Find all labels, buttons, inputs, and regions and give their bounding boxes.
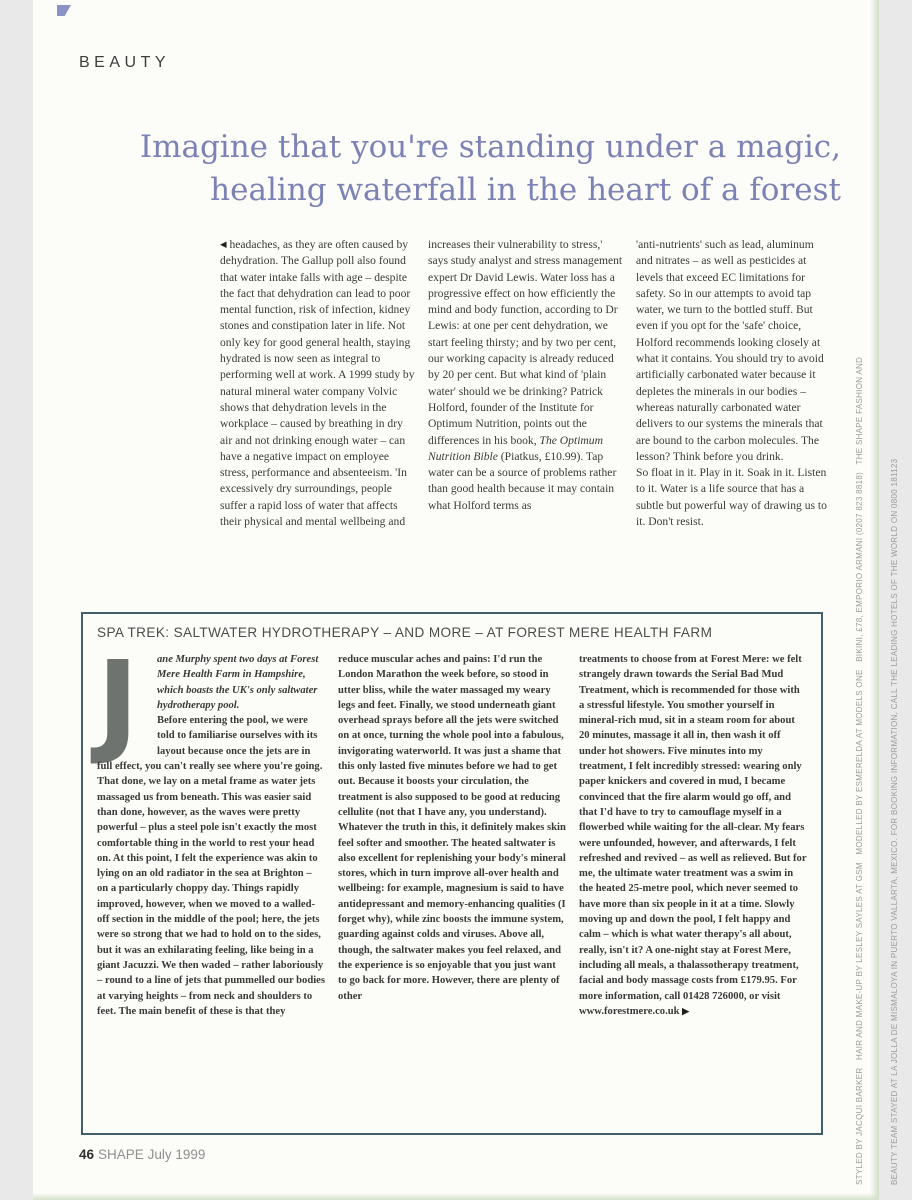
article-columns [220, 237, 832, 609]
headline-line-2: healing waterfall in the heart of a forest [210, 172, 841, 208]
credits-line-2: BEAUTY TEAM STAYED AT LA JOLLA DE MISMALOYA IN PUERTO VALLARTA, MEXICO. FOR BOOKING INFORMATION, CALL THE LEADING HOTELS OF THE WORLD ON 0800 181123 [889, 458, 899, 1185]
article-column-2-text: increases their vulnerability to stress,' says study analyst and stress management expert Dr David Lewis. Water loss has a progressive effect on how efficiently the mind and body function, according to Dr Lewis: at one per cent dehydration, we start feeling thirsty; and by two per cent, our working capacity is already reduced by 20 per cent. But what kind of 'plain water' should we be drinking? Patrick Holford, founder of the Institute for Optimum Nutrition, points out the differences in his book, [428, 238, 623, 447]
magazine-name: SHAPE [98, 1147, 144, 1162]
article-column-2 [428, 237, 625, 609]
continuation-marker-icon: ◀ [220, 239, 227, 249]
footer [79, 1147, 205, 1162]
spa-column-2-text: reduce muscular aches and pains: I'd run the London Marathon the week before, so stood in utter bliss, while the water massaged my weary legs and feet. Finally, we stood underneath giant overhead sprays before all the jets were switched on at once, turning the whole pool into a fabulous, invigorating waterworld. It was just a shame that this only lasted five minutes before we had to get out. Because it boosts your circulation, the treatment is also supposed to be good at reducing cellulite (not that I have any, you understand). Whatever the truth in this, it definitely makes skin feel softer and smoother. The heated saltwater is also excellent for replenishing your body's mineral stores, which in turn improve all-over health and wellbeing: for example, magnesium is said to have antidepressant and memory-enhancing qualities (I forget why), while zinc boosts the immune system, guarding against colds and viruses. Above all, though, the saltwater makes you feel relaxed, and the experience is so enjoyable that you just want to go back for more. However, there are plenty of other [338, 654, 566, 1002]
issue-date: July 1999 [147, 1147, 206, 1162]
end-marker-icon: ▶ [682, 1005, 690, 1016]
section-label: BEAUTY [79, 54, 171, 71]
headline [91, 126, 841, 212]
spa-box-columns [97, 638, 807, 1112]
spa-column-3 [579, 652, 807, 1112]
article-column-2-text-after: (Piatkus, £10.99). Tap water can be a source of problems rather than good health because it may contain what Holford terms as [428, 449, 617, 512]
credits-line-1: STYLED BY JACQUI BARKER HAIR AND MAKE-UP BY LESLEY SAYLES AT GSM MODELLED BY ESMERELDA AT MODELS ONE BIKINI, £78, EMPORIO ARMANI (0207 823 8818) THE SHAPE FASHION AND [855, 356, 864, 1185]
article-column-3 [636, 237, 833, 609]
spa-column-3-text: treatments to choose from at Forest Mere: we felt strangely drawn towards the Serial Bad Mud Treatment, which is recommended for those with a stressful lifestyle. You smother yourself in mineral-rich mud, sit in a steam room for about 20 minutes, massage it all in, then wash it off under hot showers. Five minutes into my treatment, I felt incredibly stressed: wearing only paper knickers and covered in mud, I became convinced that the fire alarm would go off, and that I'd have to try to camouflage myself in a flowerbed while waiting for the all-clear. My fears were unfounded, however, and afterwards, I felt refreshed and revived – as well as relieved. But for me, the ultimate water treatment was a swim in the heated 25-metre pool, which never seemed to have more than six people in it at a time. Slowly moving up and down the pool, I felt happy and calm – which is what water therapy's all about, really, isn't it? A one-night stay at Forest Mere, including all meals, a thalassotherapy treatment, facial and body massage costs from £179.95. For more information, call 01428 726000, or visit www.forestmere.co.uk [579, 654, 807, 1017]
article-column-1-text: headaches, as they are often caused by dehydration. The Gallup poll also found that water intake falls with age – despite the fact that dehydration can lead to poor mental function, risk of infection, kidney stones and constipation later in life. Not only key for good general health, staying hydrated is now seen as integral to performing well at work. A 1999 study by natural mineral water company Volvic shows that dehydration levels in the workplace – caused by breathing in dry air and not drinking enough water – can have a negative impact on employee stress, performance and absenteeism. 'In excessively dry surroundings, people suffer a rapid loss of water that affects their physical and mental wellbeing and [220, 238, 415, 529]
scan-edge-right [870, 0, 879, 1200]
spa-box-title: SPA TREK: SALTWATER HYDROTHERAPY – AND MORE – AT FOREST MERE HEALTH FARM [97, 624, 713, 640]
page-number: 46 [79, 1147, 95, 1162]
dropcap-letter: J [97, 638, 139, 768]
corner-mark [57, 5, 71, 16]
scan-edge-bottom [33, 1193, 879, 1200]
spa-column-1 [97, 638, 325, 1112]
spa-intro-italic: ane Murphy spent two days at Forest Mere Health Farm in Hampshire, which boasts the UK's only saltwater hydrotherapy pool. [157, 654, 319, 711]
spa-trek-box [81, 612, 823, 1135]
spa-column-1-text: Before entering the pool, we were told to familiarise ourselves with its layout because once the jets are in full effect, you can't really see where you're going. That done, we lay on a metal frame as water jets massaged us from beneath. This was easier said than done, however, as the waves were pretty powerful – plus a steel pole isn't exactly the most comfortable thing in the world to rest your head on. At this point, I felt the experience was akin to lying on an old radiator in the sea at Brighton – on a particularly choppy day. Things rapidly improved, however, when we moved to a walled-off section in the middle of the pool; here, the jets were so strong that we had to hold on to the sides, but it was an exhilarating feeling, like being in a giant Jacuzzi. We then waded – rather laboriously – round to a line of jets that pummelled our bodies at varying heights – from neck and shoulders to feet. The main benefit of these is that they [97, 715, 325, 1017]
headline-line-1: Imagine that you're standing under a magic, [139, 129, 841, 165]
book-title-italic: The Optimum Nutrition Bible [428, 433, 603, 463]
spa-column-2 [338, 652, 566, 1112]
article-column-1 [220, 237, 417, 609]
article-column-3-para-1: 'anti-nutrients' such as lead, aluminum and nitrates – as well as pesticides at levels that exceed EC limitations for safety. So in our attempts to avoid tap water, we turn to the bottled stuff. But even if you opt for the 'safe' choice, Holford recommends looking closely at what it contains. You should try to avoid artificially carbonated water because it depletes the minerals in our bodies – whereas naturally carbonated water delivers to our systems the minerals that are bound to the carbon molecules. The lesson? Think before you drink. [636, 238, 824, 463]
article-column-3-para-2: So float in it. Play in it. Soak in it. Listen to it. Water is a life source that has a subtle but powerful way of drawing us to it. Don't resist. [636, 466, 827, 529]
magazine-page [33, 0, 899, 1200]
